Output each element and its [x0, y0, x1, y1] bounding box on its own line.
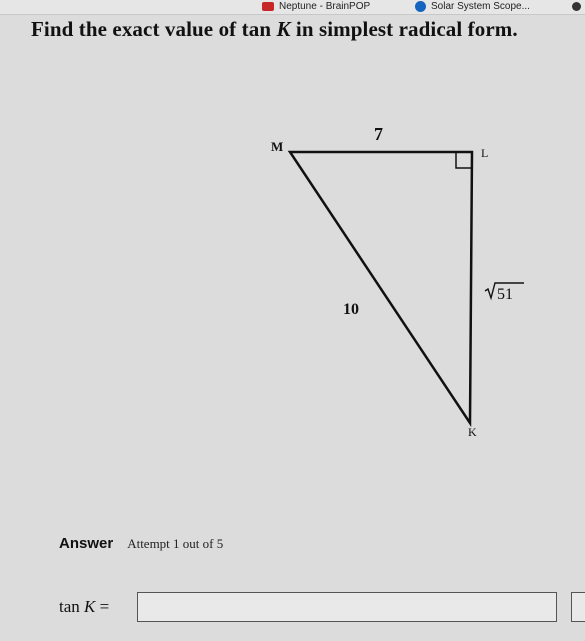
- right-angle-marker: [456, 152, 471, 168]
- equals-sign: =: [99, 597, 110, 616]
- attempt-counter: Attempt 1 out of 5: [127, 536, 224, 551]
- question-variable: K: [276, 17, 291, 41]
- expression-variable: K: [84, 597, 96, 616]
- radicand: 51: [497, 286, 513, 303]
- question-suffix: in simplest radical form.: [290, 17, 518, 41]
- question-prefix: Find the exact value of tan: [31, 17, 277, 41]
- side-label-lk: [485, 283, 524, 303]
- triangle-shape: [290, 152, 472, 423]
- bookmark-label: Neptune - BrainPOP: [279, 1, 371, 12]
- function-name: tan: [59, 597, 80, 616]
- bookmark-label: Solar System Scope...: [431, 1, 530, 12]
- side-label-mk: 10: [343, 301, 359, 318]
- vertex-label-l: L: [481, 146, 489, 160]
- answer-header: [59, 535, 223, 552]
- answer-label: Answer: [59, 535, 114, 552]
- vertex-label-m: M: [271, 139, 284, 154]
- answer-input[interactable]: [137, 592, 557, 622]
- side-label-ml: 7: [374, 124, 383, 144]
- answer-expression: [59, 597, 109, 617]
- input-side-button[interactable]: [571, 592, 585, 622]
- vertex-label-k: K: [468, 425, 477, 439]
